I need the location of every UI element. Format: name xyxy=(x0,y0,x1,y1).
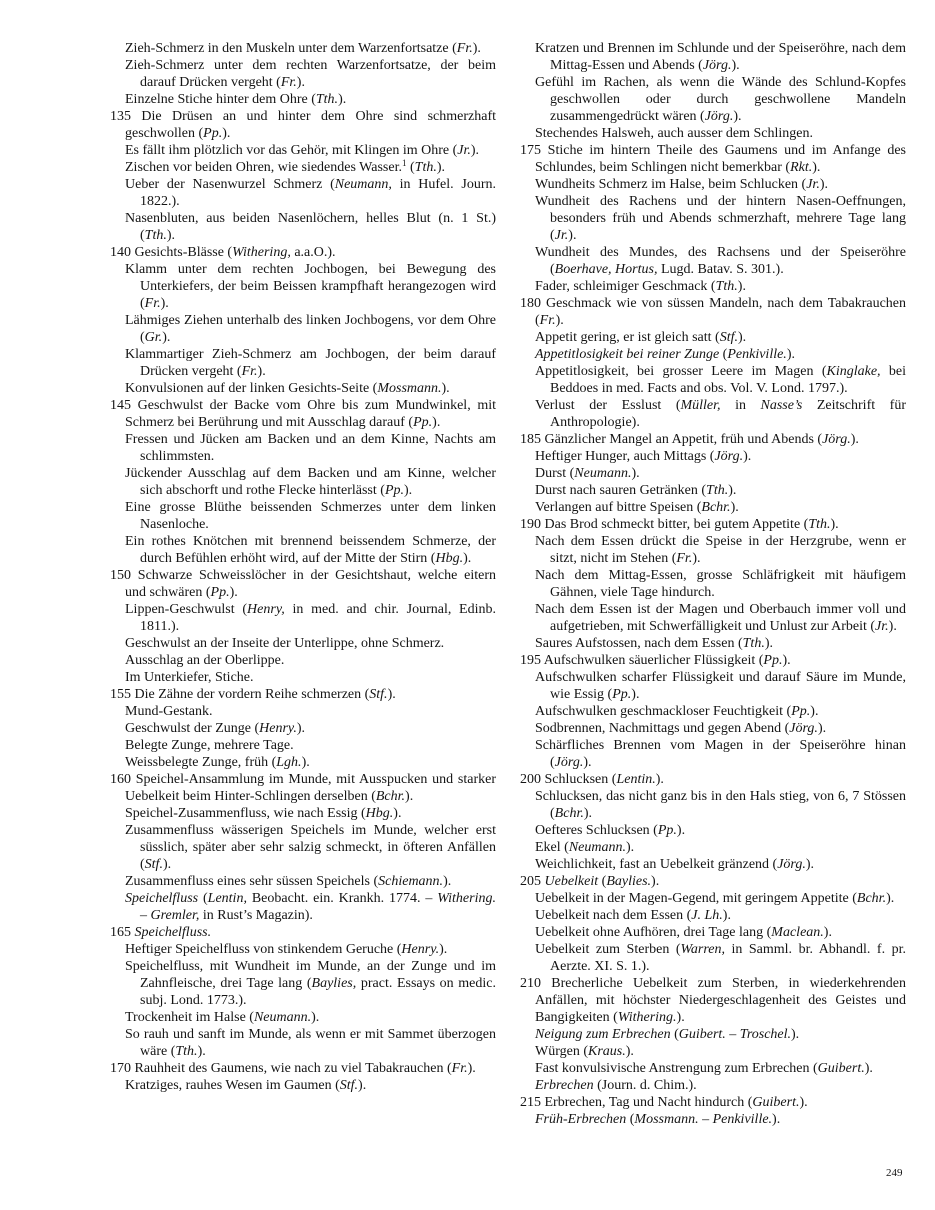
symptom-entry xyxy=(110,635,496,652)
entry-text: Nach dem Essen drückt die Speise in der Herzgrube, wenn er sitzt, nicht im Stehen (Fr.). xyxy=(535,534,906,566)
entry-text: Kratziges, rauhes Wesen im Gaumen (Stf.). xyxy=(125,1078,367,1093)
entry-text: Erbrechen, Tag und Nacht hindurch (Guibert.). xyxy=(544,1095,808,1110)
entry-text: Schärfliches Brennen vom Magen in der Speiseröhre hinan (Jörg.). xyxy=(535,738,906,770)
symptom-entry xyxy=(110,380,496,397)
entry-text: Uebelkeit ohne Aufhören, drei Tage lang (Maclean.). xyxy=(535,925,832,940)
entry-text: Stechendes Halsweh, auch ausser dem Schlingen. xyxy=(535,126,813,141)
entry-text: Gesichts-Blässe (Withering, a.a.O.). xyxy=(134,245,336,260)
entry-text: Lähmiges Ziehen unterhalb des linken Jochbogens, vor dem Ohre (Gr.). xyxy=(125,313,496,345)
symptom-entry xyxy=(520,669,906,703)
symptom-entry xyxy=(110,1077,496,1094)
entry-text: Aufschwulken geschmackloser Feuchtigkeit (Pp.). xyxy=(535,704,819,719)
entry-text: Zusammenfluss eines sehr süssen Speichels (Schiemann.). xyxy=(125,874,452,889)
symptom-entry xyxy=(520,363,906,397)
entry-text: Gänzlicher Mangel an Appetit, früh und Abends (Jörg.). xyxy=(544,432,859,447)
symptom-entry xyxy=(110,669,496,686)
entry-text: Ueber der Nasenwurzel Schmerz (Neumann, in Hufel. Journ. 1822.). xyxy=(125,177,496,209)
entry-number: 210 xyxy=(520,976,552,991)
entry-text: Nach dem Essen ist der Magen und Oberbauch immer voll und aufgetrieben, mit Schwerfälligkeit und Unlust zur Arbeit (Jr.). xyxy=(535,602,906,634)
entry-text: Uebelkeit in der Magen-Gegend, mit geringem Appetite (Bchr.). xyxy=(535,891,895,906)
symptom-entry xyxy=(520,482,906,499)
entry-text: Speichel-Ansammlung im Munde, mit Ausspucken und starker Uebelkeit beim Hinter-Schlingen derselben (Bchr.). xyxy=(125,772,496,804)
symptom-entry xyxy=(520,567,906,601)
entry-text: Das Brod schmeckt bitter, bei gutem Appetite (Tth.). xyxy=(544,517,839,532)
symptom-entry xyxy=(110,1026,496,1060)
page-number: 249 xyxy=(886,1167,903,1179)
right-column xyxy=(520,40,906,1128)
entry-number: 135 xyxy=(110,109,142,124)
entry-text: Uebelkeit (Baylies.). xyxy=(544,874,660,889)
entry-text: Saures Aufstossen, nach dem Essen (Tth.). xyxy=(535,636,773,651)
entry-number: 180 xyxy=(520,296,547,311)
symptom-entry xyxy=(520,788,906,822)
entry-text: Speichel-Zusammenfluss, wie nach Essig (Hbg.). xyxy=(125,806,402,821)
symptom-entry-numbered xyxy=(520,1094,906,1111)
symptom-entry xyxy=(520,924,906,941)
entry-text: Ausschlag an der Oberlippe. xyxy=(125,653,285,668)
entry-text: Zusammenfluss wässerigen Speichels im Munde, welcher erst süsslich, später aber sehr salzig schmeckt, in öfteren Anfällen (Stf.). xyxy=(125,823,496,872)
entry-number: 140 xyxy=(110,245,135,260)
symptom-entry xyxy=(520,856,906,873)
entry-text: Schwarze Schweisslöcher in der Gesichtshaut, welche eitern und schwären (Pp.). xyxy=(125,568,496,600)
entry-text: Früh-Erbrechen (Mossmann. – Penkiville.). xyxy=(535,1112,781,1127)
symptom-entry xyxy=(110,261,496,312)
entry-text: Die Zähne der vordern Reihe schmerzen (Stf.). xyxy=(134,687,396,702)
entry-text: Appetitlosigkeit, bei grosser Leere im Magen (Kinglake, bei Beddoes in med. Facts and obs. Vol. V. Lond. 1797.). xyxy=(535,364,906,396)
symptom-entry xyxy=(110,142,496,159)
symptom-entry xyxy=(110,346,496,380)
entry-text: Verlust der Esslust (Müller, in Nasse’s Zeitschrift für Anthropologie). xyxy=(535,398,906,430)
entry-text: Weissbelegte Zunge, früh (Lgh.). xyxy=(125,755,310,770)
symptom-entry xyxy=(110,941,496,958)
entry-text: Klammartiger Zieh-Schmerz am Jochbogen, der beim darauf Drücken vergeht (Fr.). xyxy=(125,347,496,379)
symptom-entry xyxy=(520,74,906,125)
symptom-entry xyxy=(520,193,906,244)
entry-text: So rauh und sanft im Munde, als wenn er mit Sammet überzogen wäre (Tth.). xyxy=(125,1027,496,1059)
entry-text: Verlangen auf bittre Speisen (Bchr.). xyxy=(535,500,739,515)
symptom-entry xyxy=(520,941,906,975)
symptom-entry xyxy=(520,1077,906,1094)
symptom-entry xyxy=(520,329,906,346)
entry-number: 160 xyxy=(110,772,136,787)
entry-text: Durst (Neumann.). xyxy=(535,466,640,481)
entry-text: Brecherliche Uebelkeit zum Sterben, in wiederkehrenden Anfällen, mit höchster Niedergeschlagenheit des Geistes und Bangigkeiten (Withering.). xyxy=(535,976,906,1025)
symptom-entry xyxy=(110,312,496,346)
entry-text: Jückender Ausschlag auf dem Backen und am Kinne, welcher sich abschorft und rothe Flecke hinterlässt (Pp.). xyxy=(125,466,496,498)
symptom-entry xyxy=(520,346,906,363)
entry-text: Zischen vor beiden Ohren, wie siedendes Wasser.$^1$ (Tth.). xyxy=(125,158,446,175)
symptom-entry-numbered xyxy=(520,873,906,890)
symptom-entry xyxy=(520,1043,906,1060)
entry-text: Appetitlosigkeit bei reiner Zunge (Penkiville.). xyxy=(535,347,795,362)
symptom-entry-numbered xyxy=(110,244,496,261)
symptom-entry xyxy=(520,448,906,465)
symptom-entry xyxy=(110,958,496,1009)
symptom-entry-numbered xyxy=(110,108,496,142)
entry-text: Es fällt ihm plötzlich vor das Gehör, mit Klingen im Ohre (Jr.). xyxy=(125,143,480,158)
entry-text: Stiche im hintern Theile des Gaumens und im Anfange des Schlundes, beim Schlingen nicht bemerkbar (Rkt.). xyxy=(535,143,907,175)
entry-text: Heftiger Hunger, auch Mittags (Jörg.). xyxy=(535,449,752,464)
entry-text: Schlucksen, das nicht ganz bis in den Hals stieg, von 6, 7 Stössen (Bchr.). xyxy=(535,789,906,821)
symptom-entry xyxy=(520,1026,906,1043)
symptom-entry xyxy=(110,40,496,57)
entry-number: 155 xyxy=(110,687,135,702)
entry-text: Erbrechen (Journ. d. Chim.). xyxy=(535,1078,697,1093)
entry-text: Appetit gering, er ist gleich satt (Stf.). xyxy=(535,330,747,345)
entry-text: Speichelfluss (Lentin, Beobacht. ein. Krankh. 1774. – Withering. – Gremler, in Rust’s Magazin). xyxy=(125,891,496,923)
entry-text: Gefühl im Rachen, als wenn die Wände des Schlund-Kopfes geschwollen oder durch geschwollene Mandeln zusammengedrückt wären (Jörg.). xyxy=(535,75,906,124)
entry-text: Zieh-Schmerz in den Muskeln unter dem Warzenfortsatze (Fr.). xyxy=(125,41,481,56)
symptom-entry xyxy=(110,210,496,244)
symptom-entry xyxy=(520,1111,906,1128)
entry-number: 175 xyxy=(520,143,548,158)
entry-text: Klamm unter dem rechten Jochbogen, bei Bewegung des Unterkiefers, der beim Beissen krampfhaft herangezogen wird (Fr.). xyxy=(125,262,496,311)
symptom-entry xyxy=(520,397,906,431)
entry-text: Aufschwulken scharfer Flüssigkeit und darauf Säure im Munde, wie Essig (Pp.). xyxy=(535,670,906,702)
symptom-entry xyxy=(110,533,496,567)
entry-text: Zieh-Schmerz unter dem rechten Warzenfortsatze, der beim darauf Drücken vergeht (Fr.). xyxy=(125,58,496,90)
symptom-entry xyxy=(520,499,906,516)
entry-text: Geschmack wie von süssen Mandeln, nach dem Tabakrauchen (Fr.). xyxy=(535,296,906,328)
entry-text: Die Drüsen an und hinter dem Ohre sind schmerzhaft geschwollen (Pp.). xyxy=(125,109,496,141)
symptom-entry xyxy=(520,839,906,856)
entry-text: Trockenheit im Halse (Neumann.). xyxy=(125,1010,320,1025)
symptom-entry xyxy=(110,754,496,771)
entry-text: Im Unterkiefer, Stiche. xyxy=(125,670,254,685)
symptom-entry xyxy=(520,244,906,278)
symptom-entry-numbered xyxy=(110,1060,496,1077)
entry-text: Schlucksen (Lentin.). xyxy=(544,772,664,787)
entry-text: Würgen (Kraus.). xyxy=(535,1044,634,1059)
symptom-entry xyxy=(110,159,496,176)
entry-text: Mund-Gestank. xyxy=(125,704,213,719)
symptom-entry xyxy=(110,91,496,108)
symptom-entry-numbered xyxy=(520,142,906,176)
symptom-entry xyxy=(520,703,906,720)
symptom-entry-numbered xyxy=(110,771,496,805)
entry-text: Wundheit des Rachens und der hintern Nasen-Oeffnungen, besonders früh und Abends schmerzhaft, mehrere Tage lang (Jr.). xyxy=(535,194,906,243)
entry-text: Ein rothes Knötchen mit brennend beissendem Schmerze, der durch Befühlen erhöht wird, auf der Mitte der Stirn (Hbg.). xyxy=(125,534,496,566)
symptom-entry xyxy=(110,873,496,890)
symptom-entry xyxy=(110,601,496,635)
symptom-entry xyxy=(520,601,906,635)
entry-number: 195 xyxy=(520,653,544,668)
symptom-entry-numbered xyxy=(110,686,496,703)
entry-text: Uebelkeit zum Sterben (Warren, in Samml. br. Abhandl. f. pr. Aerzte. XI. S. 1.). xyxy=(535,942,906,974)
symptom-entry xyxy=(520,1060,906,1077)
entry-number: 165 xyxy=(110,925,135,940)
symptom-entry-numbered xyxy=(110,397,496,431)
symptom-entry xyxy=(110,57,496,91)
entry-number: 200 xyxy=(520,772,545,787)
symptom-entry-numbered xyxy=(110,924,496,941)
left-column xyxy=(110,40,496,1094)
entry-text: Belegte Zunge, mehrere Tage. xyxy=(125,738,294,753)
entry-text: Heftiger Speichelfluss von stinkendem Geruche (Henry.). xyxy=(125,942,448,957)
symptom-entry-numbered xyxy=(520,975,906,1026)
entry-text: Speichelfluss, mit Wundheit im Munde, an der Zunge und im Zahnfleische, drei Tage lang (Baylies, pract. Essays on medic. subj. Lond. 1773.). xyxy=(125,959,496,1008)
entry-number: 190 xyxy=(520,517,545,532)
symptom-entry-numbered xyxy=(520,652,906,669)
entry-text: Wundheit des Mundes, des Rachsens und der Speiseröhre (Boerhave, Hortus, Lugd. Batav. S. 301.). xyxy=(535,245,906,277)
symptom-entry xyxy=(110,176,496,210)
entry-text: Geschwulst der Zunge (Henry.). xyxy=(125,721,306,736)
symptom-entry xyxy=(520,822,906,839)
entry-text: Lippen-Geschwulst (Henry, in med. and chir. Journal, Edinb. 1811.). xyxy=(125,602,497,634)
symptom-entry xyxy=(520,278,906,295)
entry-text: Fressen und Jücken am Backen und an dem Kinne, Nachts am schlimmsten. xyxy=(125,432,496,464)
entry-text: Wundheits Schmerz im Halse, beim Schlucken (Jr.). xyxy=(535,177,828,192)
symptom-entry xyxy=(520,737,906,771)
symptom-entry xyxy=(110,1009,496,1026)
symptom-entry xyxy=(110,499,496,533)
symptom-entry-numbered xyxy=(520,516,906,533)
entry-text: Fast konvulsivische Anstrengung zum Erbrechen (Guibert.). xyxy=(535,1061,873,1076)
entry-number: 145 xyxy=(110,398,138,413)
symptom-entry xyxy=(110,465,496,499)
entry-text: Sodbrennen, Nachmittags und gegen Abend (Jörg.). xyxy=(535,721,827,736)
entry-text: Eine grosse Blüthe beissenden Schmerzes unter dem linken Nasenloche. xyxy=(125,500,496,532)
symptom-entry xyxy=(520,720,906,737)
symptom-entry xyxy=(520,176,906,193)
entry-text: Weichlichkeit, fast an Uebelkeit gränzend (Jörg.). xyxy=(535,857,815,872)
entry-text: Geschwulst an der Inseite der Unterlippe, ohne Schmerz. xyxy=(125,636,445,651)
entry-text: Einzelne Stiche hinter dem Ohre (Tth.). xyxy=(125,92,347,107)
entry-text: Neigung zum Erbrechen (Guibert. – Troschel.). xyxy=(535,1027,800,1042)
symptom-entry xyxy=(110,703,496,720)
symptom-entry-numbered xyxy=(520,431,906,448)
entry-text: Aufschwulken säuerlicher Flüssigkeit (Pp.). xyxy=(543,653,791,668)
entry-number: 150 xyxy=(110,568,138,583)
entry-text: Geschwulst der Backe vom Ohre bis zum Mundwinkel, mit Schmerz bei Berührung und mit Ausschlag darauf (Pp.). xyxy=(125,398,497,430)
symptom-entry xyxy=(520,907,906,924)
symptom-entry-numbered xyxy=(520,295,906,329)
symptom-entry xyxy=(520,533,906,567)
symptom-entry xyxy=(110,652,496,669)
entry-number: 170 xyxy=(110,1061,135,1076)
entry-number: 185 xyxy=(520,432,545,447)
symptom-entry xyxy=(520,125,906,142)
entry-text: Uebelkeit nach dem Essen (J. Lh.). xyxy=(535,908,731,923)
entry-text: Nasenbluten, aus beiden Nasenlöchern, helles Blut (n. 1 St.) (Tth.). xyxy=(125,211,496,243)
symptom-entry xyxy=(110,890,496,924)
entry-number: 215 xyxy=(520,1095,545,1110)
entry-text: Fader, schleimiger Geschmack (Tth.). xyxy=(535,279,746,294)
symptom-entry xyxy=(520,890,906,907)
symptom-entry-numbered xyxy=(110,567,496,601)
entry-text: Speichelfluss. xyxy=(134,925,212,940)
symptom-entry xyxy=(520,635,906,652)
entry-text: Oefteres Schlucksen (Pp.). xyxy=(535,823,686,838)
entry-number: 205 xyxy=(520,874,545,889)
symptom-entry xyxy=(110,720,496,737)
symptom-entry xyxy=(520,40,906,74)
entry-text: Ekel (Neumann.). xyxy=(535,840,635,855)
symptom-entry xyxy=(110,822,496,873)
symptom-entry xyxy=(110,737,496,754)
entry-text: Konvulsionen auf der linken Gesichts-Seite (Mossmann.). xyxy=(125,381,450,396)
entry-text: Kratzen und Brennen im Schlunde und der Speiseröhre, nach dem Mittag-Essen und Abends (Jörg.). xyxy=(535,41,906,73)
symptom-entry-numbered xyxy=(520,771,906,788)
entry-text: Durst nach sauren Getränken (Tth.). xyxy=(535,483,737,498)
symptom-entry xyxy=(520,465,906,482)
symptom-entry xyxy=(110,431,496,465)
entry-text: Nach dem Mittag-Essen, grosse Schläfrigkeit mit häufigem Gähnen, viele Tage hindurch. xyxy=(535,568,906,600)
entry-text: Rauhheit des Gaumens, wie nach zu viel Tabakrauchen (Fr.). xyxy=(134,1061,476,1076)
symptom-entry xyxy=(110,805,496,822)
